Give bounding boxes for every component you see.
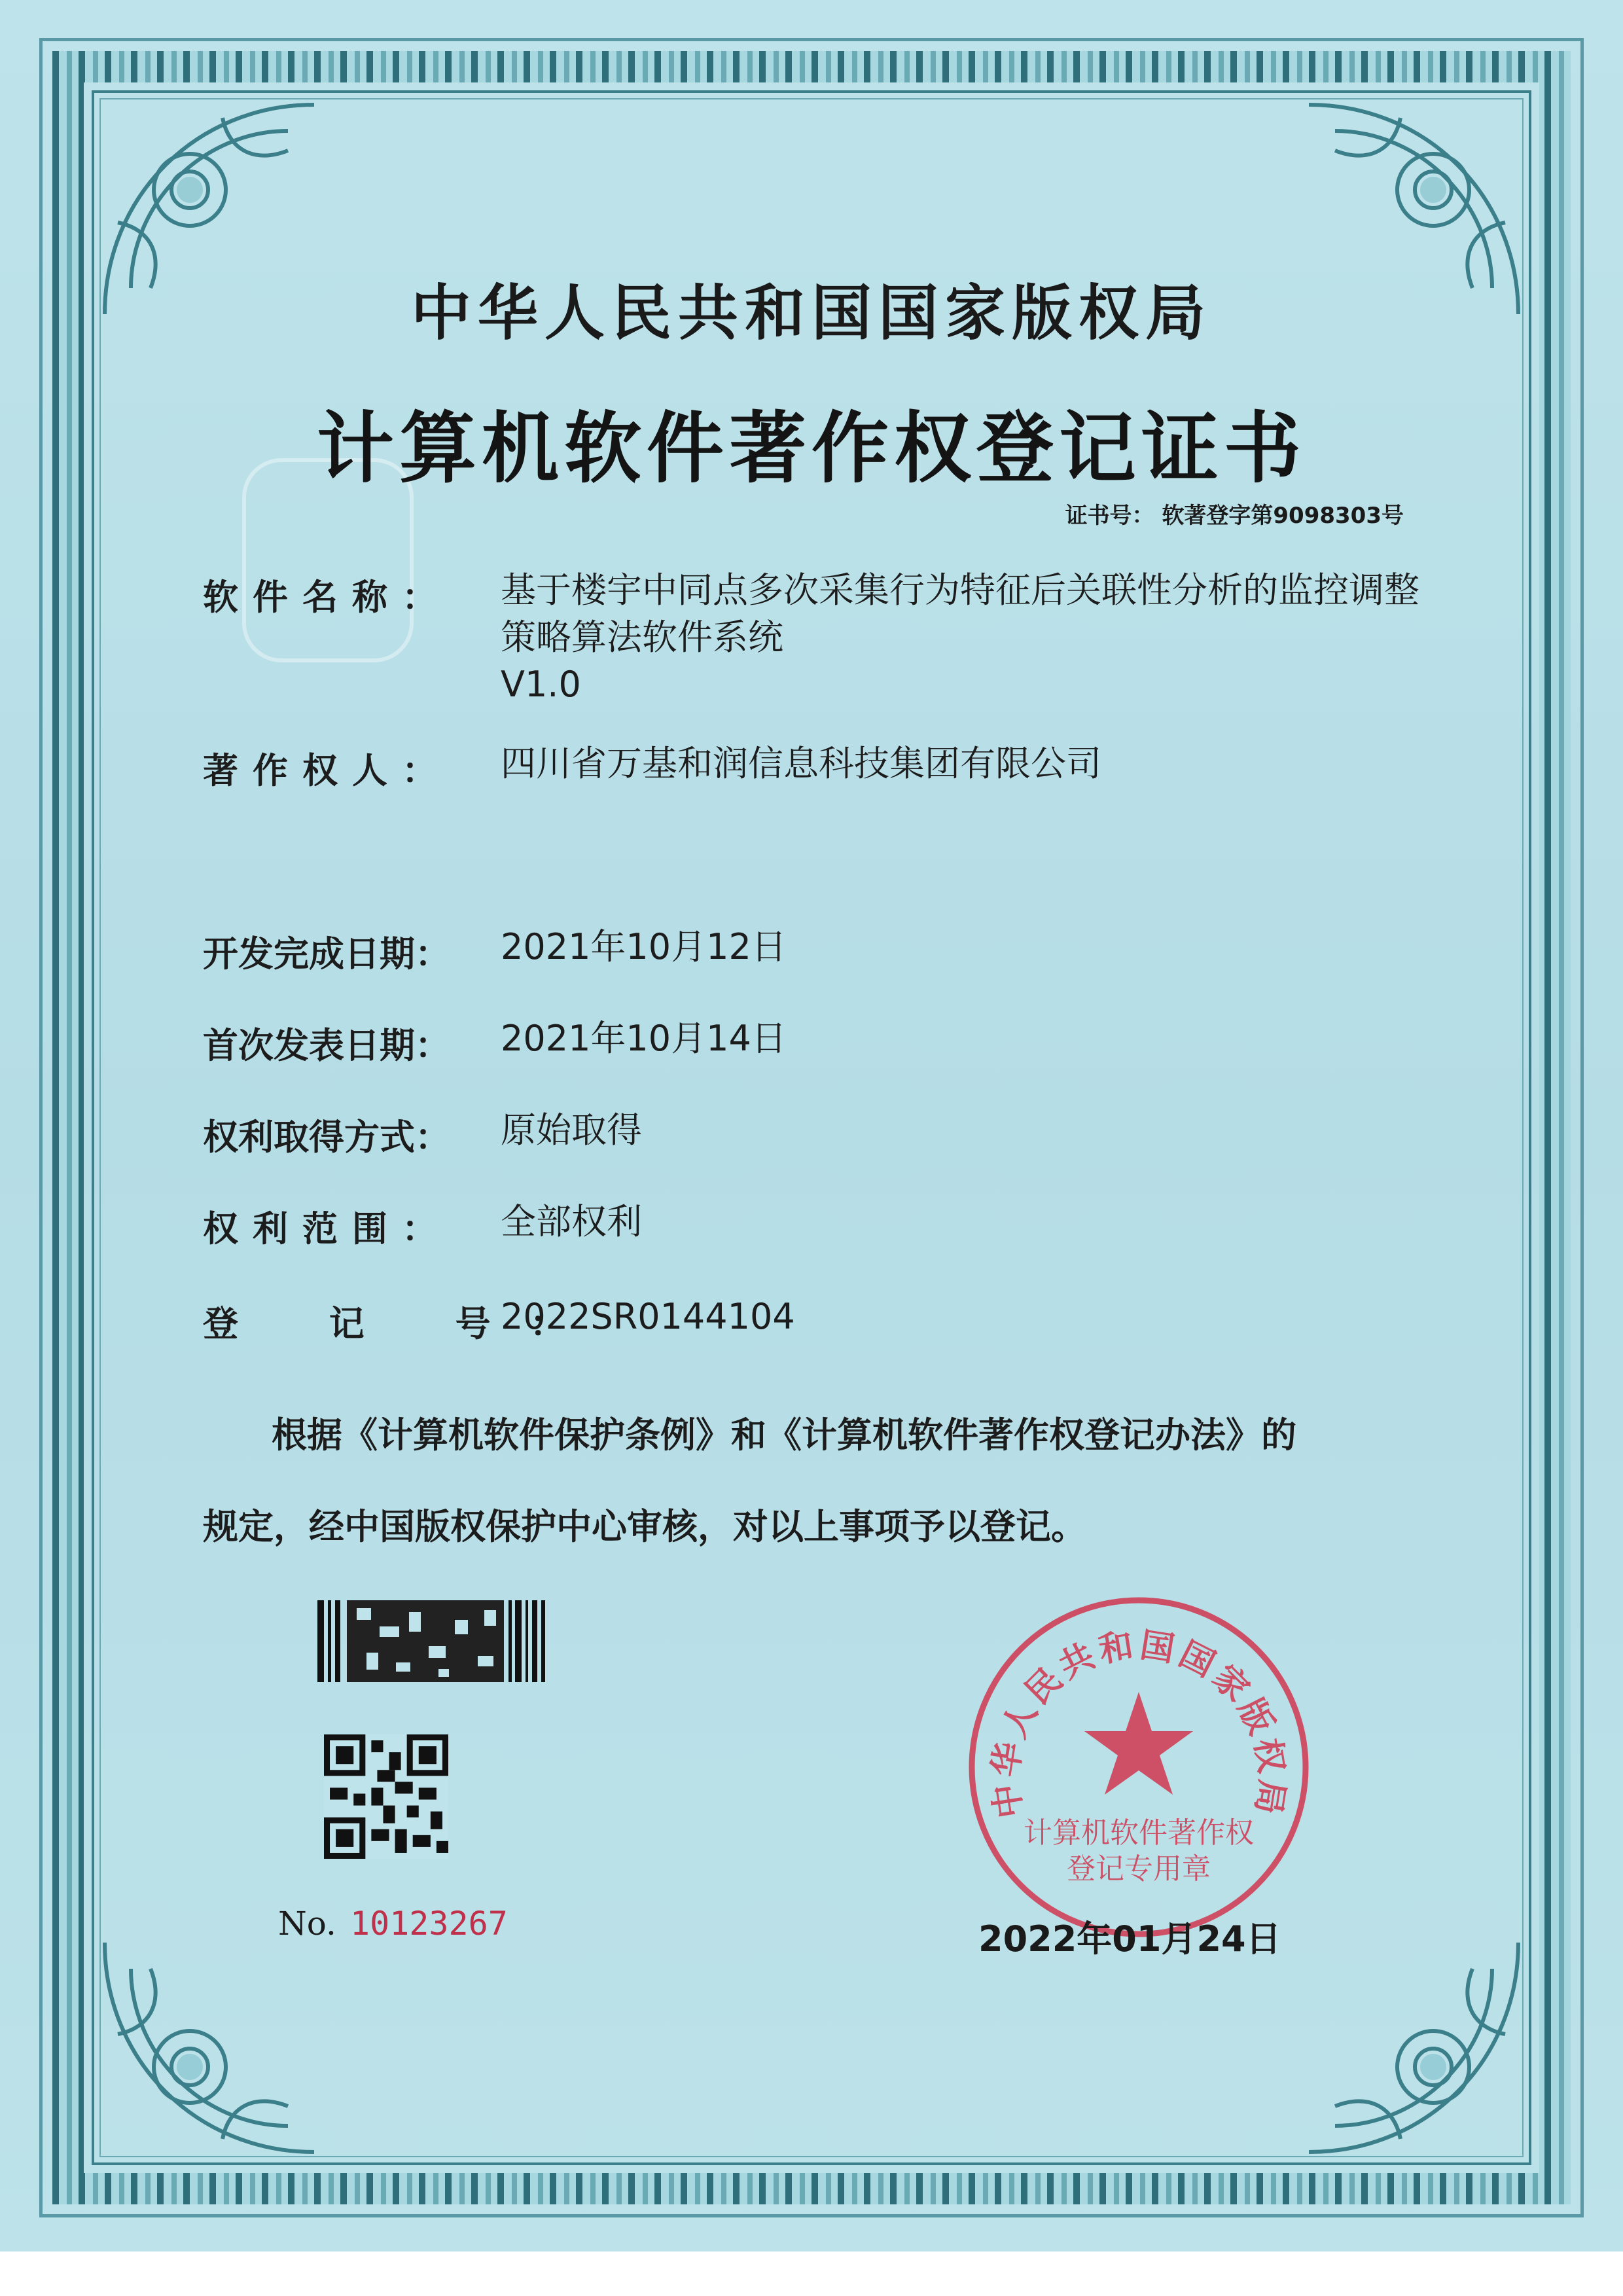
corner-ornament-icon bbox=[92, 1929, 327, 2165]
certificate-number: 证书号： 软著登字第9098303号 bbox=[1065, 503, 1404, 529]
software-name-label: 软件名称： bbox=[203, 577, 452, 618]
registration-number-label: 登 记 号： bbox=[203, 1303, 605, 1344]
statement-line-1: 根据《计算机软件保护条例》和《计算机软件著作权登记办法》的 bbox=[272, 1414, 1296, 1456]
page-margin bbox=[0, 2251, 1623, 2296]
acquisition-method-label: 权利取得方式： bbox=[203, 1117, 450, 1158]
publication-date-label: 首次发表日期： bbox=[203, 1025, 450, 1066]
completion-date-value: 2021年10月12日 bbox=[501, 926, 787, 967]
copyright-owner-value: 四川省万基和润信息科技集团有限公司 bbox=[501, 743, 1101, 784]
issue-date: 2022年01月24日 bbox=[978, 1918, 1281, 1960]
serial-number-label: No. bbox=[278, 1905, 336, 1943]
issuing-agency: 中华人民共和国国家版权局 bbox=[410, 278, 1212, 348]
rights-scope-label: 权利范围： bbox=[203, 1208, 452, 1249]
seal-inner-line1: 计算机软件著作权 bbox=[1024, 1816, 1254, 1850]
software-version: V1.0 bbox=[501, 664, 581, 705]
seal-star-icon bbox=[1084, 1692, 1193, 1795]
serial-number-value: 10123267 bbox=[350, 1905, 508, 1943]
certificate-title: 计算机软件著作权登记证书 bbox=[316, 403, 1306, 493]
seal-inner-line2: 登记专用章 bbox=[1067, 1852, 1211, 1886]
acquisition-method-value: 原始取得 bbox=[501, 1109, 642, 1151]
barcode-icon bbox=[317, 1600, 546, 1682]
completion-date-label: 开发完成日期： bbox=[203, 933, 450, 975]
seal-outer-text: 中华人民共和国国家版权局 bbox=[986, 1625, 1292, 1821]
corner-ornament-icon bbox=[1296, 1929, 1531, 2165]
registration-number-value: 2022SR0144104 bbox=[501, 1296, 795, 1337]
copyright-owner-label: 著作权人： bbox=[203, 750, 452, 791]
rights-scope-value: 全部权利 bbox=[501, 1201, 642, 1242]
official-seal bbox=[962, 1590, 1315, 1944]
publication-date-value: 2021年10月14日 bbox=[501, 1018, 787, 1059]
software-name-value: 基于楼宇中同点多次采集行为特征后关联性分析的监控调整策略算法软件系统 bbox=[501, 569, 1419, 658]
statement-line-2: 规定，经中国版权保护中心审核，对以上事项予以登记。 bbox=[203, 1506, 1086, 1547]
qr-code-icon bbox=[324, 1734, 448, 1859]
